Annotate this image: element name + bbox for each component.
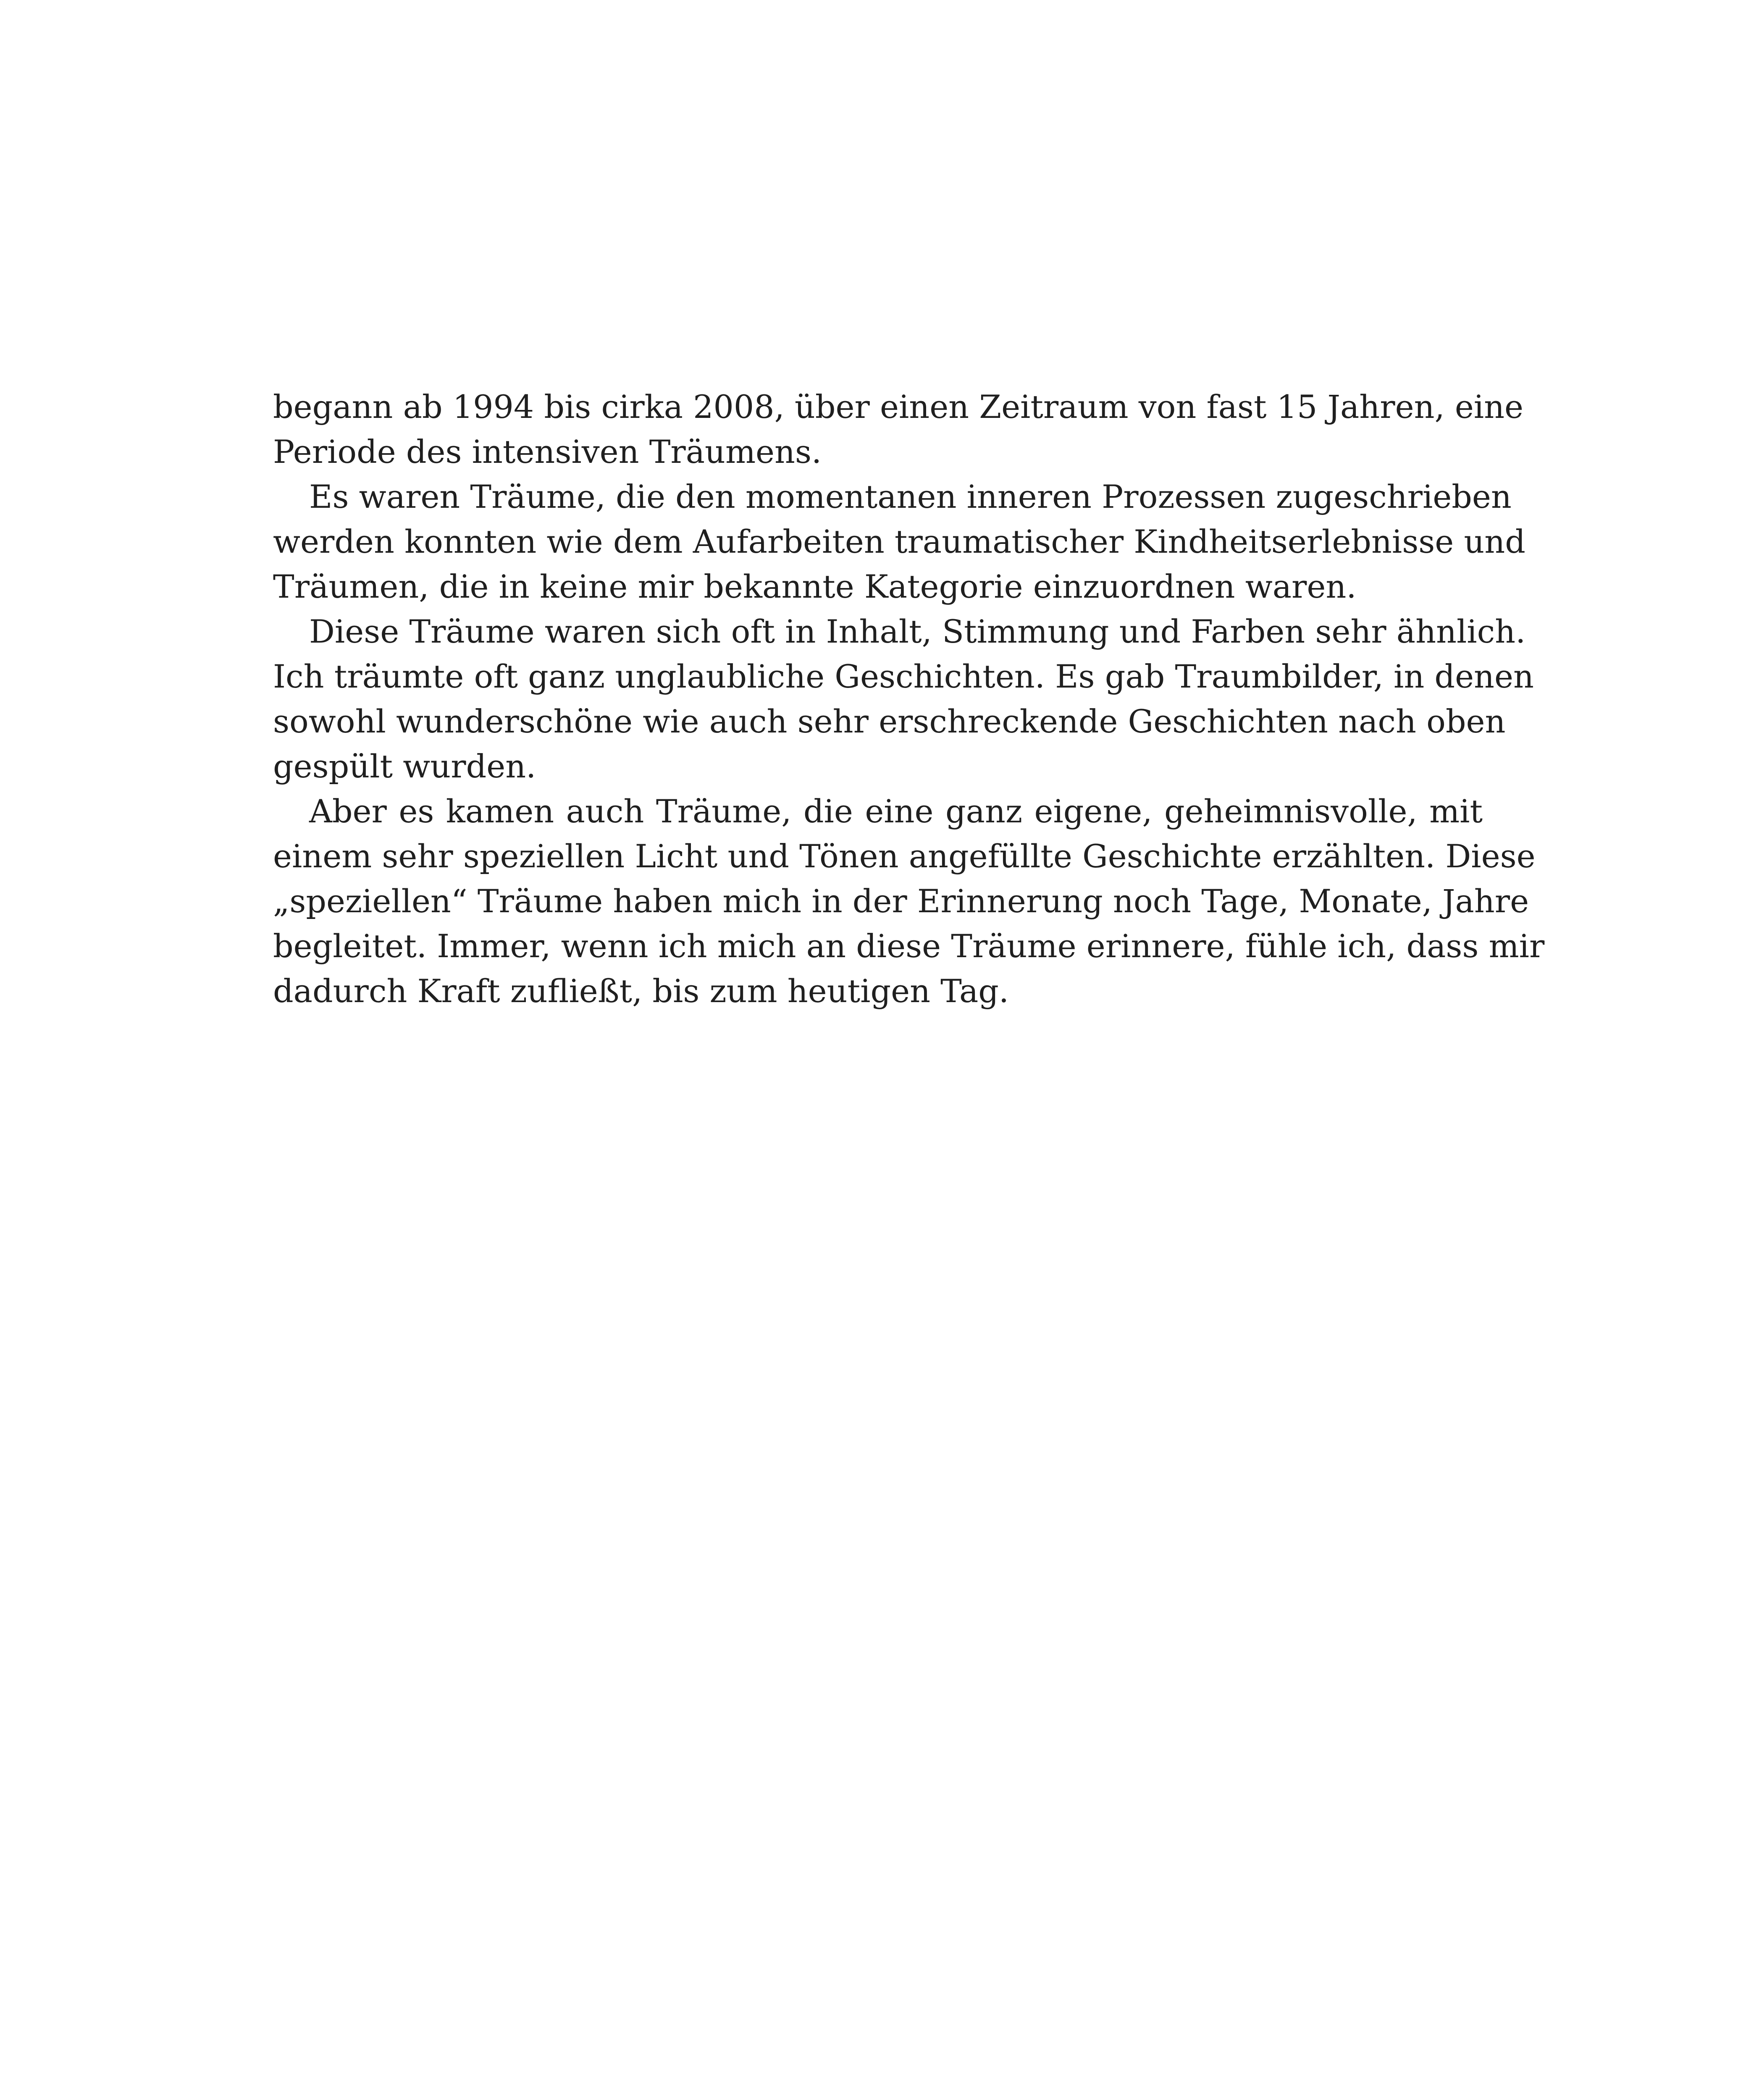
body-text bbox=[273, 384, 1545, 1013]
text-line: Träumen, die in keine mir bekannte Kategorie einzuordnen waren. bbox=[273, 568, 1357, 605]
paragraph-first-line: Diese Träume waren sich oft in Inhalt, Stimmung und Farben sehr ähnlich. bbox=[309, 613, 1526, 650]
text-line: werden konnten wie dem Aufarbeiten traumatischer Kindheitserlebnisse und bbox=[273, 523, 1525, 560]
text-line: „speziellen“ Träume haben mich in der Erinnerung noch Tage, Monate, Jahre bbox=[273, 882, 1529, 920]
text-line: gespült wurden. bbox=[273, 748, 536, 785]
text-line: einem sehr speziellen Licht und Tönen angefüllte Geschichte erzählten. Diese bbox=[273, 837, 1536, 875]
paragraph-first-line: Aber es kamen auch Träume, die eine ganz eigene, geheimnisvolle, mit bbox=[309, 793, 1483, 830]
text-line: begann ab 1994 bis cirka 2008, über einen Zeitraum von fast 15 Jahren, eine bbox=[273, 388, 1524, 425]
text-line: sowohl wunderschöne wie auch sehr erschreckende Geschichten nach oben bbox=[273, 703, 1506, 740]
text-line: Ich träumte oft ganz unglaubliche Geschichten. Es gab Traumbilder, in denen bbox=[273, 658, 1534, 695]
text-line: begleitet. Immer, wenn ich mich an diese Träume erinnere, fühle ich, dass mir bbox=[273, 927, 1545, 965]
text-line: Periode des intensiven Träumens. bbox=[273, 433, 822, 470]
text-line: dadurch Kraft zufließt, bis zum heutigen Tag. bbox=[273, 972, 1009, 1010]
paragraph-first-line: Es waren Träume, die den momentanen inneren Prozessen zugeschrieben bbox=[309, 478, 1512, 515]
